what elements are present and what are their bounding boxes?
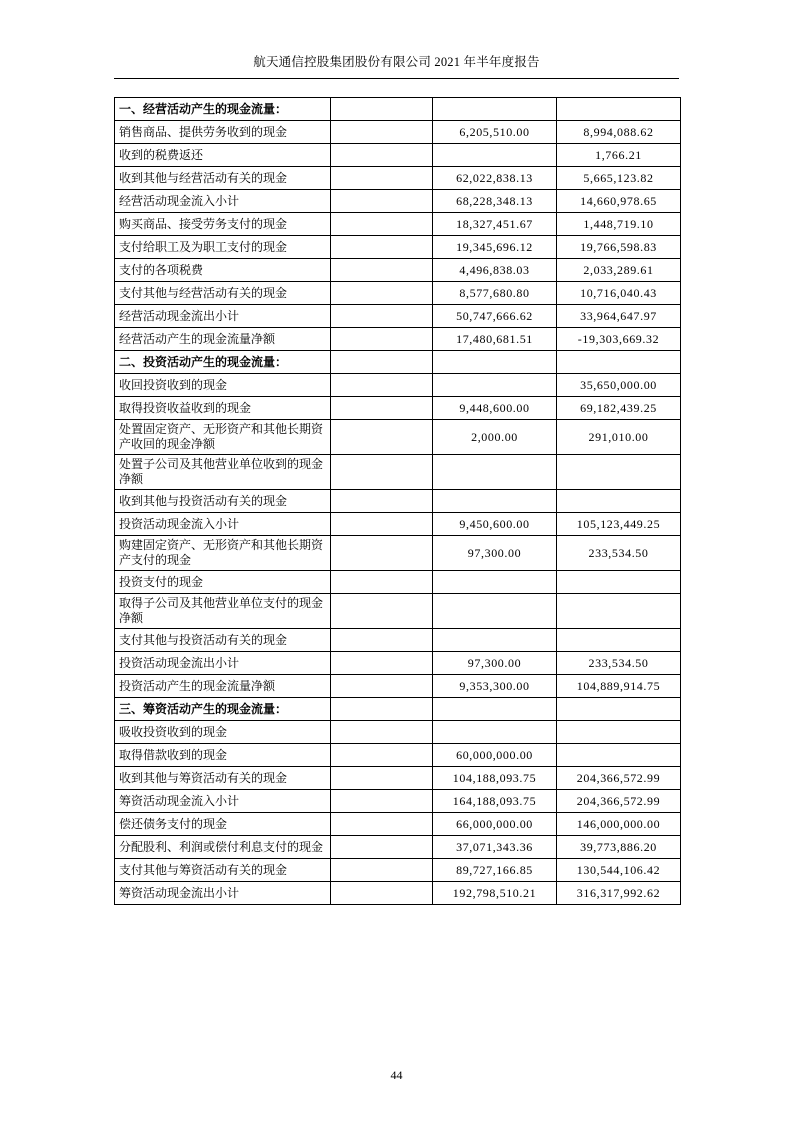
- row-prior-period-amount: [557, 351, 681, 374]
- row-current-period-amount: [433, 351, 557, 374]
- row-current-period-amount: 18,327,451.67: [433, 213, 557, 236]
- row-label: 一、经营活动产生的现金流量：: [115, 98, 331, 121]
- row-label: 收到其他与筹资活动有关的现金: [115, 767, 331, 790]
- table-row: [115, 190, 681, 213]
- table-row: [115, 652, 681, 675]
- page-number: 44: [390, 1068, 403, 1082]
- table-row: [115, 259, 681, 282]
- row-note: [331, 790, 433, 813]
- row-note: [331, 190, 433, 213]
- table-row: [115, 675, 681, 698]
- table-row: [115, 594, 681, 629]
- row-label: 处置固定资产、无形资产和其他长期资产收回的现金净额: [115, 420, 331, 455]
- table-row: [115, 629, 681, 652]
- row-label: 吸收投资收到的现金: [115, 721, 331, 744]
- row-prior-period-amount: 316,317,992.62: [557, 882, 681, 905]
- row-current-period-amount: 9,450,600.00: [433, 513, 557, 536]
- row-note: [331, 513, 433, 536]
- row-note: [331, 351, 433, 374]
- row-prior-period-amount: 35,650,000.00: [557, 374, 681, 397]
- row-note: [331, 882, 433, 905]
- row-label: 收到其他与投资活动有关的现金: [115, 490, 331, 513]
- table-row: [115, 328, 681, 351]
- row-current-period-amount: 2,000.00: [433, 420, 557, 455]
- row-label: 经营活动产生的现金流量净额: [115, 328, 331, 351]
- row-prior-period-amount: 2,033,289.61: [557, 259, 681, 282]
- row-prior-period-amount: 105,123,449.25: [557, 513, 681, 536]
- row-label: 经营活动现金流出小计: [115, 305, 331, 328]
- table-row: [115, 121, 681, 144]
- row-prior-period-amount: [557, 721, 681, 744]
- row-label: 经营活动现金流入小计: [115, 190, 331, 213]
- row-current-period-amount: 6,205,510.00: [433, 121, 557, 144]
- row-note: [331, 374, 433, 397]
- table-row: [115, 397, 681, 420]
- table-row: [115, 167, 681, 190]
- row-note: [331, 305, 433, 328]
- row-note: [331, 167, 433, 190]
- row-current-period-amount: 66,000,000.00: [433, 813, 557, 836]
- row-label: 销售商品、提供劳务收到的现金: [115, 121, 331, 144]
- table-row: [115, 213, 681, 236]
- row-label: 筹资活动现金流入小计: [115, 790, 331, 813]
- row-prior-period-amount: 146,000,000.00: [557, 813, 681, 836]
- table-row: [115, 836, 681, 859]
- table-row: [115, 721, 681, 744]
- row-label: 筹资活动现金流出小计: [115, 882, 331, 905]
- row-current-period-amount: 9,353,300.00: [433, 675, 557, 698]
- table-row: [115, 571, 681, 594]
- row-current-period-amount: 68,228,348.13: [433, 190, 557, 213]
- table-row: [115, 767, 681, 790]
- row-prior-period-amount: [557, 490, 681, 513]
- row-current-period-amount: 97,300.00: [433, 536, 557, 571]
- page-header: 航天通信控股集团股份有限公司 2021 年半年度报告: [253, 55, 540, 69]
- row-current-period-amount: 164,188,093.75: [433, 790, 557, 813]
- row-prior-period-amount: 5,665,123.82: [557, 167, 681, 190]
- row-current-period-amount: 60,000,000.00: [433, 744, 557, 767]
- row-prior-period-amount: 130,544,106.42: [557, 859, 681, 882]
- row-note: [331, 675, 433, 698]
- table-row: [115, 305, 681, 328]
- row-note: [331, 490, 433, 513]
- table-row: [115, 420, 681, 455]
- table-row: [115, 236, 681, 259]
- row-current-period-amount: 104,188,093.75: [433, 767, 557, 790]
- table-row: [115, 98, 681, 121]
- row-prior-period-amount: 233,534.50: [557, 536, 681, 571]
- row-prior-period-amount: 291,010.00: [557, 420, 681, 455]
- row-note: [331, 328, 433, 351]
- row-label: 三、筹资活动产生的现金流量：: [115, 698, 331, 721]
- row-note: [331, 144, 433, 167]
- row-note: [331, 652, 433, 675]
- table-row: [115, 744, 681, 767]
- row-label: 收到的税费返还: [115, 144, 331, 167]
- row-label: 投资活动现金流出小计: [115, 652, 331, 675]
- row-prior-period-amount: 8,994,088.62: [557, 121, 681, 144]
- row-current-period-amount: 19,345,696.12: [433, 236, 557, 259]
- row-label: 支付给职工及为职工支付的现金: [115, 236, 331, 259]
- row-label: 取得子公司及其他营业单位支付的现金净额: [115, 594, 331, 629]
- row-label: 投资支付的现金: [115, 571, 331, 594]
- row-label: 取得投资收益收到的现金: [115, 397, 331, 420]
- row-current-period-amount: [433, 374, 557, 397]
- table-row: [115, 282, 681, 305]
- row-label: 偿还债务支付的现金: [115, 813, 331, 836]
- row-label: 购建固定资产、无形资产和其他长期资产支付的现金: [115, 536, 331, 571]
- row-prior-period-amount: [557, 744, 681, 767]
- table-row: [115, 490, 681, 513]
- row-current-period-amount: 9,448,600.00: [433, 397, 557, 420]
- row-note: [331, 836, 433, 859]
- table-row: [115, 882, 681, 905]
- row-current-period-amount: [433, 721, 557, 744]
- row-prior-period-amount: 19,766,598.83: [557, 236, 681, 259]
- table-row: [115, 374, 681, 397]
- row-label: 取得借款收到的现金: [115, 744, 331, 767]
- row-label: 购买商品、接受劳务支付的现金: [115, 213, 331, 236]
- row-prior-period-amount: 14,660,978.65: [557, 190, 681, 213]
- row-prior-period-amount: [557, 571, 681, 594]
- row-note: [331, 282, 433, 305]
- row-prior-period-amount: 204,366,572.99: [557, 767, 681, 790]
- row-prior-period-amount: [557, 629, 681, 652]
- row-prior-period-amount: -19,303,669.32: [557, 328, 681, 351]
- row-current-period-amount: 4,496,838.03: [433, 259, 557, 282]
- table-row: [115, 536, 681, 571]
- row-prior-period-amount: 69,182,439.25: [557, 397, 681, 420]
- row-current-period-amount: [433, 594, 557, 629]
- row-label: 分配股利、利润或偿付利息支付的现金: [115, 836, 331, 859]
- row-note: [331, 571, 433, 594]
- row-current-period-amount: 50,747,666.62: [433, 305, 557, 328]
- row-label: 支付其他与筹资活动有关的现金: [115, 859, 331, 882]
- cash-flow-table-wrapper: [114, 97, 680, 905]
- table-row: [115, 790, 681, 813]
- row-current-period-amount: 8,577,680.80: [433, 282, 557, 305]
- row-current-period-amount: [433, 98, 557, 121]
- row-label: 支付其他与经营活动有关的现金: [115, 282, 331, 305]
- row-note: [331, 259, 433, 282]
- row-prior-period-amount: [557, 698, 681, 721]
- row-prior-period-amount: 104,889,914.75: [557, 675, 681, 698]
- table-row: [115, 144, 681, 167]
- row-label: 收到其他与经营活动有关的现金: [115, 167, 331, 190]
- row-label: 收回投资收到的现金: [115, 374, 331, 397]
- row-current-period-amount: [433, 455, 557, 490]
- row-note: [331, 397, 433, 420]
- row-note: [331, 594, 433, 629]
- row-current-period-amount: [433, 629, 557, 652]
- row-current-period-amount: 17,480,681.51: [433, 328, 557, 351]
- table-row: [115, 351, 681, 374]
- row-prior-period-amount: 10,716,040.43: [557, 282, 681, 305]
- row-label: 投资活动产生的现金流量净额: [115, 675, 331, 698]
- row-prior-period-amount: 233,534.50: [557, 652, 681, 675]
- row-label: 投资活动现金流入小计: [115, 513, 331, 536]
- table-row: [115, 513, 681, 536]
- table-row: [115, 859, 681, 882]
- table-row: [115, 698, 681, 721]
- row-note: [331, 721, 433, 744]
- row-note: [331, 213, 433, 236]
- row-note: [331, 629, 433, 652]
- row-note: [331, 420, 433, 455]
- row-note: [331, 536, 433, 571]
- row-prior-period-amount: 204,366,572.99: [557, 790, 681, 813]
- row-current-period-amount: 192,798,510.21: [433, 882, 557, 905]
- row-prior-period-amount: 39,773,886.20: [557, 836, 681, 859]
- table-row: [115, 813, 681, 836]
- row-current-period-amount: [433, 698, 557, 721]
- row-current-period-amount: [433, 571, 557, 594]
- row-current-period-amount: 62,022,838.13: [433, 167, 557, 190]
- row-label: 处置子公司及其他营业单位收到的现金净额: [115, 455, 331, 490]
- row-prior-period-amount: [557, 455, 681, 490]
- row-prior-period-amount: 1,766.21: [557, 144, 681, 167]
- row-label: 二、投资活动产生的现金流量：: [115, 351, 331, 374]
- header-divider: [114, 78, 679, 79]
- row-note: [331, 121, 433, 144]
- row-note: [331, 98, 433, 121]
- row-current-period-amount: [433, 144, 557, 167]
- row-label: 支付的各项税费: [115, 259, 331, 282]
- row-prior-period-amount: [557, 98, 681, 121]
- row-prior-period-amount: 1,448,719.10: [557, 213, 681, 236]
- row-current-period-amount: 37,071,343.36: [433, 836, 557, 859]
- cash-flow-statement-table: [114, 97, 681, 905]
- row-note: [331, 767, 433, 790]
- row-note: [331, 455, 433, 490]
- row-current-period-amount: [433, 490, 557, 513]
- row-prior-period-amount: 33,964,647.97: [557, 305, 681, 328]
- row-label: 支付其他与投资活动有关的现金: [115, 629, 331, 652]
- row-prior-period-amount: [557, 594, 681, 629]
- row-current-period-amount: 97,300.00: [433, 652, 557, 675]
- row-note: [331, 744, 433, 767]
- row-current-period-amount: 89,727,166.85: [433, 859, 557, 882]
- row-note: [331, 859, 433, 882]
- table-row: [115, 455, 681, 490]
- row-note: [331, 236, 433, 259]
- row-note: [331, 813, 433, 836]
- row-note: [331, 698, 433, 721]
